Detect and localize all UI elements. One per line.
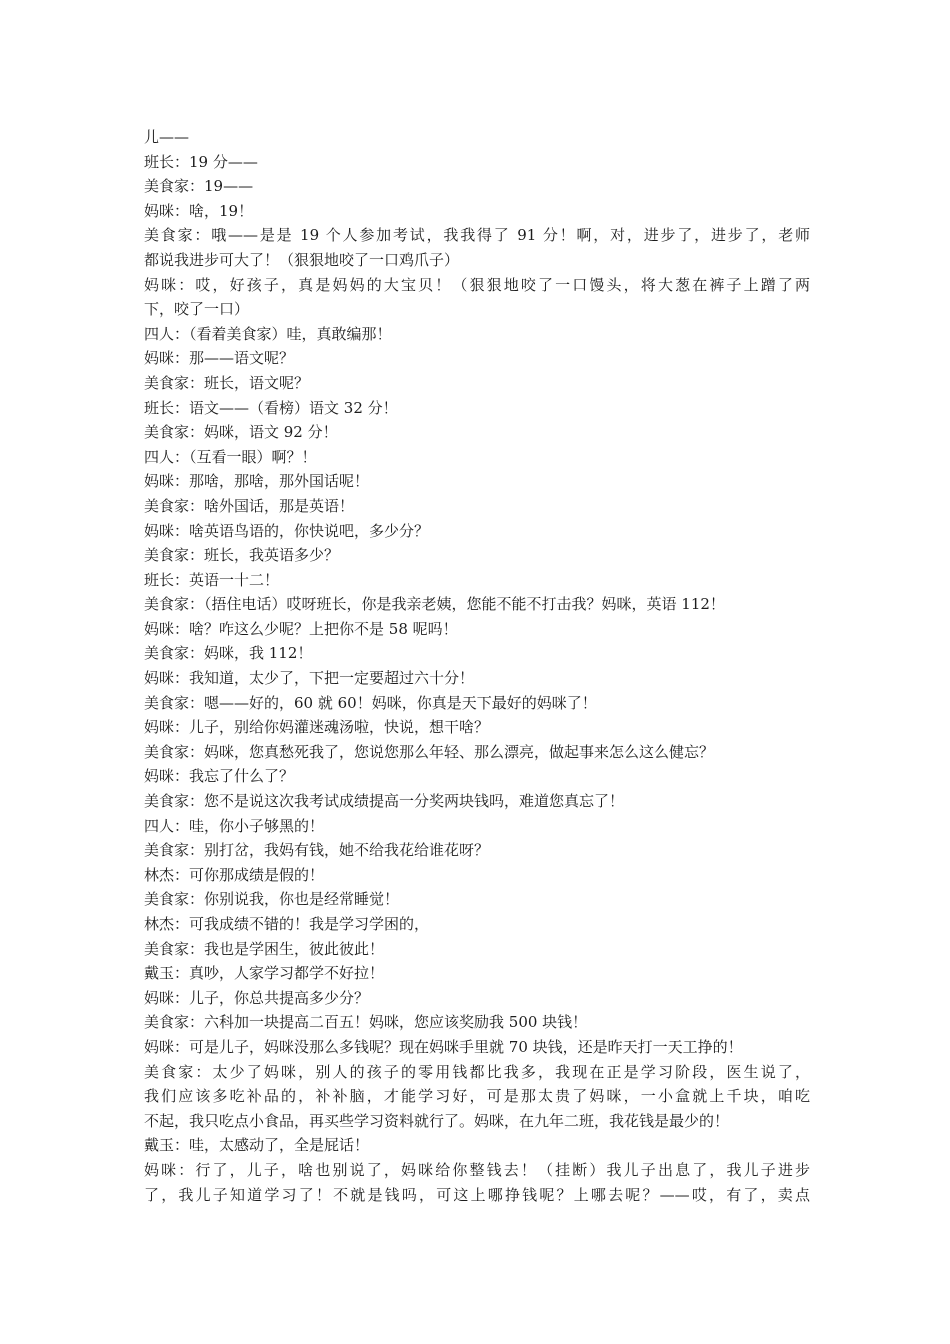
script-line: 四人：哇，你小子够黑的！ [144,816,325,835]
script-line: 妈咪：那——语文呢？ [144,349,295,368]
script-line: 美食家：妈咪，语文 92 分！ [144,423,338,442]
script-line: 妈咪：啥，19！ [144,201,254,220]
script-line: 美食家：你别说我，你也是经常睡觉！ [144,890,400,909]
script-line: 妈咪：儿子，你总共提高多少分？ [144,988,370,1007]
document-page [144,125,810,1207]
script-line: 妈咪：行了，儿子，啥也别说了，妈咪给你整钱去！（挂断）我儿子出息了，我儿子进步 [144,1160,810,1179]
script-line: 都说我进步可大了！（狠狠地咬了一口鸡爪子） [144,250,460,269]
script-line: 妈咪：那啥，那啥，那外国话呢！ [144,472,370,491]
script-line: 戴玉：哇，太感动了，全是屁话！ [144,1136,370,1155]
script-line: 林杰：可你那成绩是假的！ [144,865,325,884]
script-line: 班长：19 分—— [144,152,258,171]
script-line: 四人：（互看一眼）啊？！ [144,447,317,466]
script-line: 妈咪：我忘了什么了？ [144,767,295,786]
script-line: 美食家：太少了妈咪，别人的孩子的零用钱都比我多，我现在正是学习阶段，医生说了， [144,1062,810,1081]
script-line: 儿—— [144,128,190,146]
script-line: 美食家：嗯——好的，60 就 60！妈咪，你真是天下最好的妈咪了！ [144,693,597,712]
script-line: 妈咪：哎，好孩子，真是妈妈的大宝贝！（狠狠地咬了一口馒头，将大葱在裤子上蹭了两 [144,275,810,294]
script-line: 美食家：妈咪，您真愁死我了，您说您那么年轻、那么漂亮，做起事来怎么这么健忘？ [144,742,715,761]
script-line: 妈咪：啥？咋这么少呢？上把你不是 58 呢吗！ [144,619,458,638]
script-line: 下，咬了一口） [144,300,250,319]
script-line: 妈咪：我知道，太少了，下把一定要超过六十分！ [144,669,475,688]
script-line: 美食家：您不是说这次我考试成绩提高一分奖两块钱吗，难道您真忘了！ [144,792,625,811]
script-line: 美食家：（捂住电话）哎呀班长，你是我亲老姨，您能不能不打击我？妈咪，英语 112！ [144,595,725,614]
script-line: 美食家：哦——是是 19 个人参加考试，我我得了 91 分！啊，对，进步了，进步了，老师 [144,226,810,245]
script-line: 妈咪：啥英语鸟语的，你快说吧，多少分？ [144,521,430,540]
script-line: 妈咪：儿子，别给你妈灌迷魂汤啦，快说，想干啥？ [144,718,490,737]
script-line: 美食家：啥外国话，那是英语！ [144,496,355,515]
script-line: 美食家：19—— [144,177,254,196]
script-line: 美食家：我也是学困生，彼此彼此！ [144,939,385,958]
script-line: 林杰：可我成绩不错的！我是学习学困的， [144,915,430,933]
script-line: 了，我儿子知道学习了！不就是钱吗，可这上哪挣钱呢？上哪去呢？——哎，有了，卖点 [144,1185,810,1204]
script-line: 美食家：班长，我英语多少？ [144,546,340,565]
script-line: 美食家：六科加一块提高二百五！妈咪，您应该奖励我 500 块钱！ [144,1013,588,1032]
script-line: 班长：语文——（看榜）语文 32 分！ [144,398,398,417]
script-line: 妈咪：可是儿子，妈咪没那么多钱呢？现在妈咪手里就 70 块钱，还是昨天打一天工挣的！ [144,1037,743,1056]
script-line: 美食家：班长，语文呢？ [144,373,310,392]
script-line: 美食家：别打岔，我妈有钱，她不给我花给谁花呀？ [144,841,490,860]
script-line: 四人：（看着美食家）哇，真敢编那！ [144,324,392,343]
script-line: 美食家：妈咪，我 112！ [144,644,313,663]
script-line: 不起，我只吃点小食品，再买些学习资料就行了。妈咪，在九年二班，我花钱是最少的！ [144,1111,730,1130]
script-line: 我们应该多吃补品的，补补脑，才能学习好，可是那太贵了妈咪，一小盒就上千块，咱吃 [144,1087,810,1106]
script-line: 班长：英语一十二！ [144,570,280,589]
script-line: 戴玉：真吵，人家学习都学不好拉！ [144,964,385,983]
